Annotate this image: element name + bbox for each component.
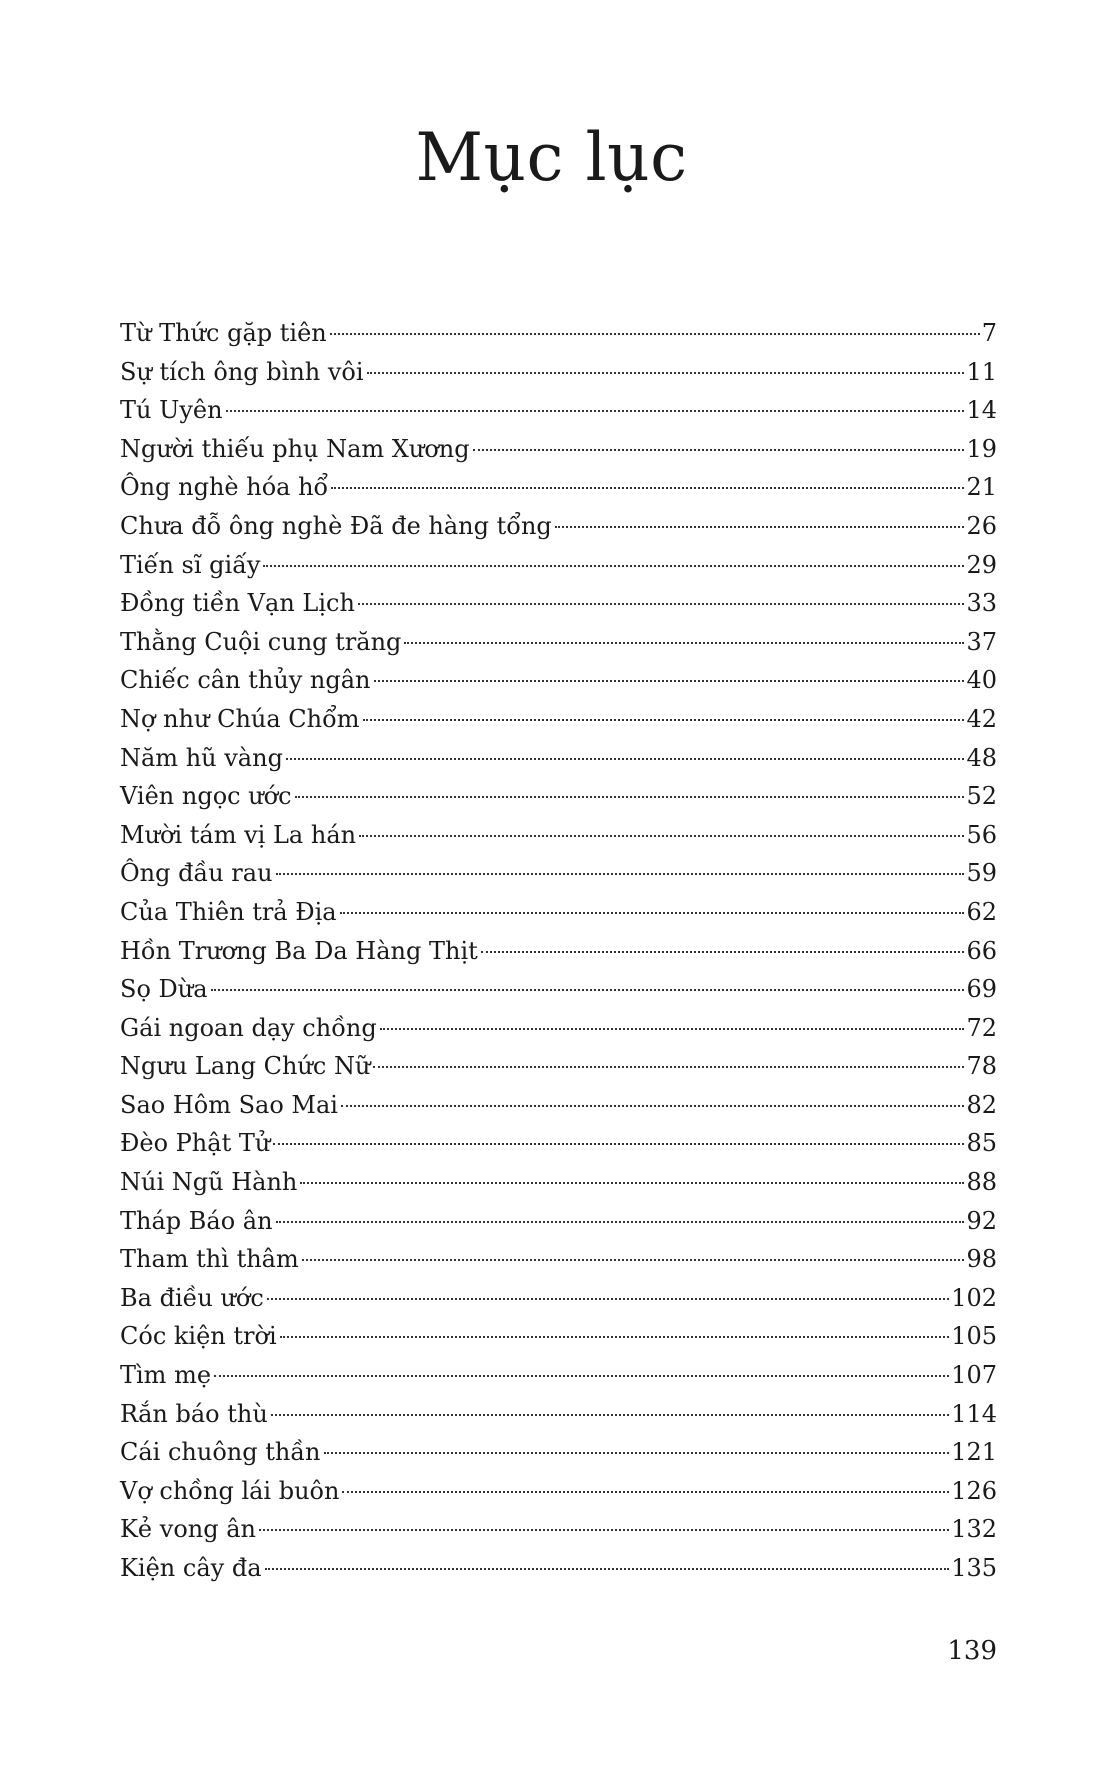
toc-entry <box>120 1124 997 1163</box>
toc-entry <box>120 1510 997 1549</box>
dot-leader <box>342 1491 949 1493</box>
dot-leader <box>330 333 980 335</box>
toc-entry-title: Sự tích ông bình vôi <box>120 357 364 386</box>
dot-leader <box>473 449 965 451</box>
dot-leader <box>404 642 964 644</box>
toc-entry-title: Ngưu Lang Chức Nữ <box>120 1052 371 1081</box>
toc-entry <box>120 1433 997 1472</box>
toc-entry <box>120 1163 997 1202</box>
table-of-contents <box>120 314 997 1588</box>
toc-entry-page: 66 <box>966 936 997 965</box>
toc-entry <box>120 507 997 546</box>
toc-entry-page: 62 <box>966 897 997 926</box>
dot-leader <box>267 1298 949 1300</box>
toc-entry-title: Ba điều ước <box>120 1283 264 1312</box>
toc-entry-page: 78 <box>966 1052 997 1081</box>
toc-entry <box>120 1317 997 1356</box>
dot-leader <box>367 372 965 374</box>
toc-entry-page: 14 <box>966 396 997 425</box>
toc-entry-page: 26 <box>966 511 997 540</box>
toc-entry-title: Đồng tiền Vạn Lịch <box>120 589 355 618</box>
toc-entry <box>120 739 997 778</box>
toc-entry-title: Sọ Dừa <box>120 975 208 1004</box>
toc-entry <box>120 353 997 392</box>
toc-entry-title: Ông đầu rau <box>120 859 273 888</box>
dot-leader <box>340 912 965 914</box>
toc-entry <box>120 430 997 469</box>
toc-entry-page: 88 <box>966 1168 997 1197</box>
dot-leader <box>259 1529 949 1531</box>
dot-leader <box>226 410 965 412</box>
dot-leader <box>380 1028 965 1030</box>
toc-entry-page: 82 <box>966 1090 997 1119</box>
toc-entry <box>120 1549 997 1588</box>
page-title: Mục lục <box>415 119 688 196</box>
toc-entry-page: 48 <box>966 743 997 772</box>
toc-entry <box>120 623 997 662</box>
toc-entry-page: 98 <box>966 1245 997 1274</box>
toc-entry-title: Năm hũ vàng <box>120 743 283 772</box>
toc-entry <box>120 546 997 585</box>
toc-entry-title: Tháp Báo ân <box>120 1206 273 1235</box>
toc-entry-title: Của Thiên trả Địa <box>120 897 337 926</box>
toc-entry-page: 69 <box>966 975 997 1004</box>
dot-leader <box>300 1182 964 1184</box>
toc-entry <box>120 391 997 430</box>
dot-leader <box>374 680 965 682</box>
toc-entry <box>120 661 997 700</box>
toc-entry-title: Từ Thức gặp tiên <box>120 319 327 347</box>
toc-entry-title: Gái ngoan dạy chồng <box>120 1013 377 1042</box>
toc-entry-title: Sao Hôm Sao Mai <box>120 1090 338 1119</box>
toc-entry <box>120 1009 997 1048</box>
toc-entry-title: Tú Uyên <box>120 396 223 425</box>
toc-entry-title: Viên ngọc ước <box>120 782 292 811</box>
toc-entry-title: Núi Ngũ Hành <box>120 1168 298 1197</box>
dot-leader <box>265 1568 950 1570</box>
toc-entry-title: Mười tám vị La hán <box>120 820 357 849</box>
toc-entry <box>120 1240 997 1279</box>
toc-entry-title: Thằng Cuội cung trăng <box>120 627 402 656</box>
toc-entry-page: 7 <box>981 319 997 347</box>
toc-entry-title: Rắn báo thù <box>120 1399 268 1428</box>
toc-entry-page: 107 <box>951 1361 997 1390</box>
dot-leader <box>358 603 965 605</box>
toc-entry-page: 121 <box>951 1438 997 1467</box>
toc-entry-title: Vợ chồng lái buôn <box>120 1476 340 1505</box>
toc-entry-page: 52 <box>966 782 997 811</box>
dot-leader <box>359 835 964 837</box>
toc-entry-page: 114 <box>951 1399 997 1428</box>
toc-entry-page: 135 <box>951 1554 997 1582</box>
dot-leader <box>373 1066 964 1068</box>
toc-entry-title: Đèo Phật Tử <box>120 1129 271 1158</box>
toc-entry <box>120 816 997 855</box>
dot-leader <box>341 1105 964 1107</box>
toc-entry <box>120 1356 997 1395</box>
toc-entry <box>120 970 997 1009</box>
page-number: 139 <box>947 1636 997 1666</box>
toc-entry <box>120 854 997 893</box>
toc-entry-title: Nợ như Chúa Chổm <box>120 704 360 733</box>
dot-leader <box>276 1221 965 1223</box>
toc-entry <box>120 1395 997 1434</box>
toc-entry <box>120 893 997 932</box>
toc-entry-page: 92 <box>966 1206 997 1235</box>
toc-entry-page: 102 <box>951 1283 997 1312</box>
toc-entry-title: Tiến sĩ giấy <box>120 550 261 579</box>
toc-entry-page: 37 <box>966 627 997 656</box>
toc-entry <box>120 777 997 816</box>
toc-entry-page: 56 <box>966 820 997 849</box>
dot-leader <box>214 1375 949 1377</box>
dot-leader <box>363 719 965 721</box>
dot-leader <box>286 758 965 760</box>
toc-entry-title: Ông nghè hóa hổ <box>120 473 329 502</box>
toc-entry-title: Cóc kiện trời <box>120 1322 277 1351</box>
toc-entry-page: 21 <box>966 473 997 502</box>
toc-entry <box>120 1086 997 1125</box>
toc-entry-page: 29 <box>966 550 997 579</box>
toc-entry-title: Kẻ vong ân <box>120 1515 256 1544</box>
toc-entry-page: 42 <box>966 704 997 733</box>
toc-entry <box>120 1047 997 1086</box>
toc-entry-title: Hồn Trương Ba Da Hàng Thịt <box>120 936 478 965</box>
toc-entry-title: Kiện cây đa <box>120 1554 262 1582</box>
toc-entry <box>120 700 997 739</box>
toc-entry-title: Người thiếu phụ Nam Xương <box>120 434 470 463</box>
dot-leader <box>302 1259 965 1261</box>
dot-leader <box>295 796 965 798</box>
dot-leader <box>211 989 965 991</box>
toc-entry-page: 11 <box>966 357 997 386</box>
dot-leader <box>481 951 965 953</box>
toc-entry <box>120 932 997 971</box>
dot-leader <box>324 1452 950 1454</box>
toc-entry <box>120 1472 997 1511</box>
dot-leader <box>263 565 964 567</box>
dot-leader <box>273 1143 964 1145</box>
toc-entry-title: Cái chuông thần <box>120 1438 321 1467</box>
toc-entry-page: 19 <box>966 434 997 463</box>
dot-leader <box>280 1336 950 1338</box>
toc-entry <box>120 314 997 353</box>
toc-entry-title: Chưa đỗ ông nghè Đã đe hàng tổng <box>120 511 552 540</box>
toc-entry-page: 126 <box>951 1476 997 1505</box>
dot-leader <box>276 873 965 875</box>
toc-entry-page: 72 <box>966 1013 997 1042</box>
toc-entry-title: Chiếc cân thủy ngân <box>120 666 371 695</box>
toc-entry-page: 132 <box>951 1515 997 1544</box>
dot-leader <box>555 526 965 528</box>
toc-entry <box>120 1279 997 1318</box>
toc-entry-title: Tham thì thâm <box>120 1245 299 1274</box>
toc-entry-page: 59 <box>966 859 997 888</box>
toc-entry-title: Tìm mẹ <box>120 1361 212 1390</box>
toc-entry-page: 85 <box>966 1129 997 1158</box>
dot-leader <box>331 487 964 489</box>
toc-entry <box>120 584 997 623</box>
toc-entry-page: 40 <box>966 666 997 695</box>
toc-entry-page: 105 <box>951 1322 997 1351</box>
dot-leader <box>271 1414 949 1416</box>
toc-entry <box>120 1202 997 1241</box>
toc-entry-page: 33 <box>966 589 997 618</box>
toc-entry <box>120 468 997 507</box>
